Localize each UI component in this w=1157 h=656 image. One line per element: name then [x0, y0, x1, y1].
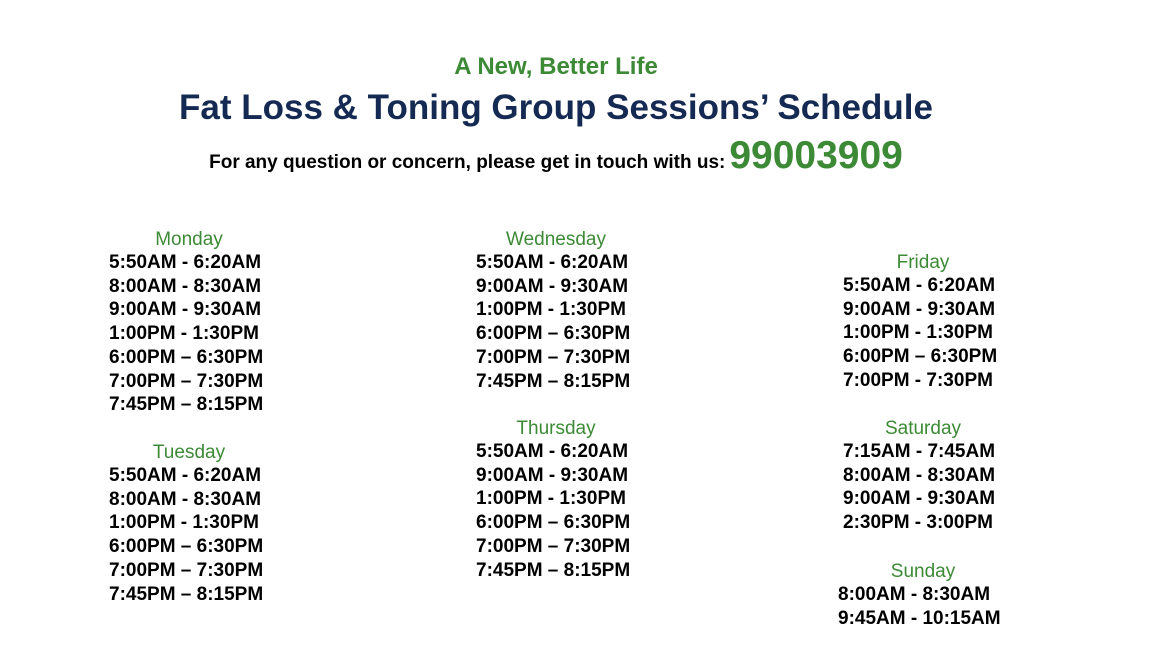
day-block-sunday — [838, 560, 1008, 630]
time-slot: 7:00PM – 7:30PM — [109, 559, 264, 581]
time-slot: 7:00PM – 7:30PM — [109, 370, 264, 392]
time-slot: 6:00PM – 6:30PM — [843, 346, 998, 368]
time-slot: 7:00PM – 7:30PM — [476, 535, 631, 557]
time-slot: 1:00PM - 1:30PM — [109, 512, 259, 534]
time-slot: 2:30PM - 3:00PM — [843, 512, 993, 534]
time-slot: 5:50AM - 6:20AM — [476, 441, 629, 462]
tagline: A New, Better Life — [454, 53, 658, 80]
time-slot: 9:00AM - 9:30AM — [109, 299, 262, 321]
day-name: Wednesday — [506, 229, 606, 250]
day-block-monday — [109, 228, 269, 417]
contact-line — [0, 134, 1112, 178]
day-block-tuesday — [109, 441, 269, 606]
time-slot: 6:00PM – 6:30PM — [109, 346, 264, 368]
time-slot: 9:00AM - 9:30AM — [843, 488, 996, 510]
time-slot: 1:00PM - 1:30PM — [476, 488, 626, 510]
contact-phone-number: 99003909 — [729, 134, 903, 177]
time-slot: 7:00PM - 7:30PM — [843, 369, 993, 391]
day-block-wednesday — [476, 228, 636, 393]
time-slot: 6:00PM – 6:30PM — [476, 512, 631, 534]
time-slot: 7:45PM – 8:15PM — [109, 394, 264, 416]
time-slot: 8:00AM - 8:30AM — [109, 275, 262, 297]
time-slot: 6:00PM – 6:30PM — [476, 323, 631, 345]
day-name: Friday — [896, 252, 950, 273]
day-name: Monday — [155, 229, 223, 250]
time-slot: 8:00AM - 8:30AM — [109, 488, 262, 510]
time-slot: 7:45PM – 8:15PM — [476, 559, 631, 581]
time-slot: 9:45AM - 10:15AM — [838, 607, 1001, 629]
time-slot: 1:00PM - 1:30PM — [109, 323, 259, 345]
time-slot: 1:00PM - 1:30PM — [843, 322, 993, 344]
time-slot: 8:00AM - 8:30AM — [838, 584, 991, 605]
time-slot: 8:00AM - 8:30AM — [843, 464, 996, 486]
time-slot: 7:45PM – 8:15PM — [109, 583, 264, 605]
time-slot: 5:50AM - 6:20AM — [476, 252, 629, 273]
day-block-friday — [843, 251, 1003, 393]
contact-text: For any question or concern, please get in touch with us: — [209, 152, 726, 173]
time-slot: 7:00PM – 7:30PM — [476, 346, 631, 368]
day-block-thursday — [476, 417, 636, 582]
time-slot: 9:00AM - 9:30AM — [476, 464, 629, 486]
time-slot: 7:45PM – 8:15PM — [476, 370, 631, 392]
day-name: Thursday — [516, 418, 596, 439]
time-slot: 1:00PM - 1:30PM — [476, 299, 626, 321]
day-block-saturday — [843, 417, 1003, 535]
time-slot: 5:50AM - 6:20AM — [109, 465, 262, 486]
time-slot: 6:00PM – 6:30PM — [109, 536, 264, 558]
page-title: Fat Loss & Toning Group Sessions’ Schedule — [179, 88, 933, 127]
time-slot: 5:50AM - 6:20AM — [843, 275, 996, 296]
time-slot: 7:15AM - 7:45AM — [843, 441, 996, 462]
time-slot: 5:50AM - 6:20AM — [109, 252, 262, 273]
time-slot: 9:00AM - 9:30AM — [476, 275, 629, 297]
day-name: Sunday — [890, 561, 956, 582]
day-name: Saturday — [884, 418, 962, 439]
time-slot: 9:00AM - 9:30AM — [843, 298, 996, 320]
day-name: Tuesday — [152, 442, 226, 463]
